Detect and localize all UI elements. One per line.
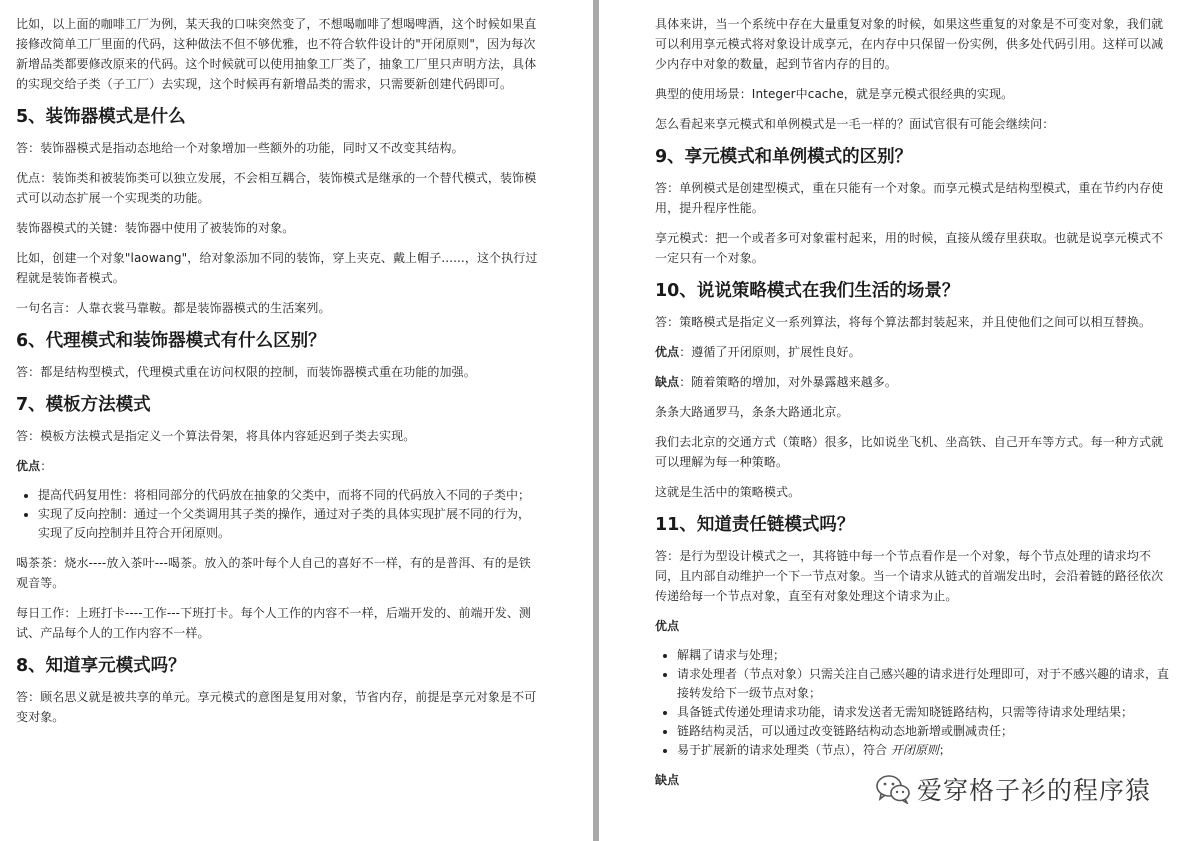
paragraph: 优点：装饰类和被装饰类可以独立发展，不会相互耦合，装饰模式是继承的一个替代模式，装饰模式可以动态扩展一个实现类的功能。 <box>16 171 537 205</box>
paragraph: 答：装饰器模式是指动态地给一个对象增加一些额外的功能，同时又不改变其结构。 <box>16 141 464 155</box>
list-item: • 具备链式传递处理请求功能，请求发送者无需知晓链路结构，只需等待请求处理结果； <box>677 703 1175 722</box>
section-heading: 9、享元模式和单例模式的区别？ <box>655 147 913 167</box>
paragraph: 享元模式：把一个或者多可对象霍村起来，用的时候，直接从缓存里获取。也就是说享元模式不一定只有一个对象。 <box>655 231 1164 265</box>
colon: ： <box>40 459 53 473</box>
advantages-list <box>16 486 539 543</box>
paragraph: 比如，以上面的咖啡工厂为例，某天我的口味突然变了，不想喝咖啡了想喝啤酒，这个时候如果直接修改简单工厂里面的代码，这种做法不但不够优雅，也不符合软件设计的"开闭原则"，因为每次新增品类都要修改原来的代码。这个时候就可以使用抽象工厂类了，抽象工厂里只声明方法，具体的实现交给子类（子工厂）去实现，这个时候再有新增品类的需求，只需要新创建代码即可。 <box>16 17 537 91</box>
list-item: • 请求处理者（节点对象）只需关注自己感兴趣的请求进行处理即可，对于不感兴趣的请求，直接转发给下一级节点对象； <box>677 665 1175 703</box>
emphasis-text: 开闭原则 <box>890 743 939 757</box>
paragraph: 喝茶茶：烧水----放入茶叶---喝茶。放入的茶叶每个人自己的喜好不一样，有的是普洱、有的是铁观音等。 <box>16 556 532 590</box>
paragraph: 一句名言：人靠衣裳马靠鞍。都是装饰器模式的生活案列。 <box>16 301 331 315</box>
paragraph: 答：顾名思义就是被共享的单元。享元模式的意图是复用对象，节省内存，前提是享元对象是不可变对象。 <box>16 690 537 724</box>
section-heading: 8、知道享元模式吗？ <box>16 656 186 676</box>
paragraph: 典型的使用场景：Integer中cache，就是享元模式很经典的实现。 <box>655 87 1014 101</box>
list-item-text: 易于扩展新的请求处理类（节点），符合 <box>677 743 891 757</box>
section-heading: 7、模板方法模式 <box>16 395 151 415</box>
section-heading: 11、知道责任链模式吗？ <box>655 515 855 535</box>
paragraph: 答：都是结构型模式，代理模式重在访问权限的控制，而装饰器模式重在功能的加强。 <box>16 365 476 379</box>
paragraph: 条条大路通罗马，条条大路通北京。 <box>655 405 849 419</box>
advantages-text: ：遵循了开闭原则，扩展性良好。 <box>679 345 861 359</box>
right-page <box>599 0 1187 841</box>
advantages-list <box>655 646 1175 760</box>
paragraph: 我们去北京的交通方式（策略）很多，比如说坐飞机、坐高铁、自己开车等方式。每一种方式就可以理解为每一种策略。 <box>655 435 1164 469</box>
advantages-label: 优点 <box>16 459 41 473</box>
list-item <box>677 741 1175 760</box>
label-paragraph <box>16 456 539 476</box>
list-item: • 提高代码复用性：将相同部分的代码放在抽象的父类中，而将不同的代码放入不同的子类中； <box>38 486 539 505</box>
label-paragraph <box>655 372 1175 392</box>
disadvantages-text: ：随着策略的增加，对外暴露越来越多。 <box>679 375 898 389</box>
advantages-label: 优点 <box>655 345 680 359</box>
paragraph: 怎么看起来享元模式和单例模式是一毛一样的？面试官很有可能会继续问： <box>655 117 1055 131</box>
paragraph: 装饰器模式的关键：装饰器中使用了被装饰的对象。 <box>16 221 295 235</box>
paragraph: 具体来讲，当一个系统中存在大量重复对象的时候，如果这些重复的对象是不可变对象，我们就可以利用享元模式将对象设计成享元，在内存中只保留一份实例，供多处代码引用。这样可以减少内存中对象的数量，起到节省内存的目的。 <box>655 17 1164 71</box>
section-heading: 6、代理模式和装饰器模式有什么区别？ <box>16 331 326 351</box>
paragraph: 每日工作：上班打卡----工作---下班打卡。每个人工作的内容不一样，后端开发的、前端开发、测试、产品每个人的工作内容不一样。 <box>16 606 532 640</box>
paragraph: 答：模板方法模式是指定义一个算法骨架，将具体内容延迟到子类去实现。 <box>16 429 416 443</box>
wechat-icon <box>875 774 911 804</box>
watermark-text: 爱穿格子衫的程序猿 <box>916 776 1151 805</box>
list-item: • 实现了反向控制：通过一个父类调用其子类的操作，通过对子类的具体实现扩展不同的行为，实现了反向控制并且符合开闭原则。 <box>38 505 539 543</box>
disadvantages-label: 缺点 <box>655 375 680 389</box>
section-heading: 10、说说策略模式在我们生活的场景？ <box>655 281 960 301</box>
watermark <box>875 771 1151 807</box>
left-page <box>0 0 593 841</box>
paragraph: 答：策略模式是指定义一系列算法，将每个算法都封装起来，并且使他们之间可以相互替换。 <box>655 315 1152 329</box>
advantages-label: 优点 <box>655 619 680 633</box>
disadvantages-label: 缺点 <box>655 773 680 787</box>
list-item-suffix: ； <box>938 743 951 757</box>
list-item: • 链路结构灵活，可以通过改变链路结构动态地新增或删减责任； <box>677 722 1175 741</box>
label-paragraph <box>655 616 1175 636</box>
list-item: • 解耦了请求与处理； <box>677 646 1175 665</box>
paragraph: 答：是行为型设计模式之一，其将链中每一个节点看作是一个对象，每个节点处理的请求均不同，且内部自动维护一个下一节点对象。当一个请求从链式的首端发出时，会沿着链的路径依次传递给每一个节点对象，直至有对象处理这个请求为止。 <box>655 549 1164 603</box>
section-heading: 5、装饰器模式是什么 <box>16 107 186 127</box>
paragraph: 答：单例模式是创建型模式，重在只能有一个对象。而享元模式是结构型模式，重在节约内存使用，提升程序性能。 <box>655 181 1164 215</box>
paragraph: 这就是生活中的策略模式。 <box>655 485 801 499</box>
label-paragraph <box>655 342 1175 362</box>
paragraph: 比如，创建一个对象"laowang"，给对象添加不同的装饰，穿上夹克、戴上帽子......，这个执行过程就是装饰者模式。 <box>16 251 538 285</box>
